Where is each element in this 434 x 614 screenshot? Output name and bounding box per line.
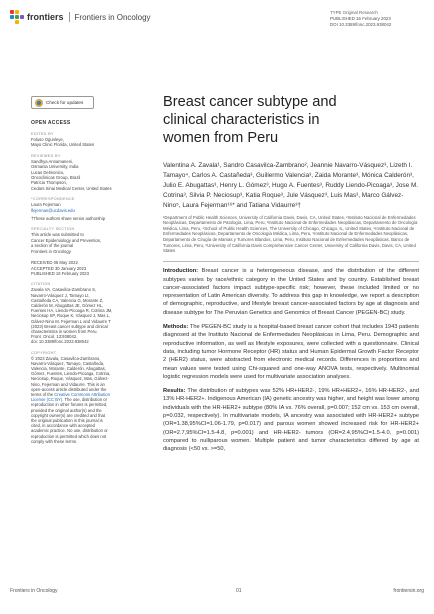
editor-line: Foluso Ogunleye, (31, 137, 64, 142)
correspondent-email[interactable]: lfejerman@ucdavis.edu (31, 207, 75, 213)
abstract-results (163, 387, 419, 453)
cc-license-link-2[interactable]: License (CC BY) (31, 397, 63, 403)
section-divider (163, 261, 419, 262)
copyright-line: cited, in accordance with accepted (31, 423, 96, 429)
article-main (163, 93, 419, 460)
citation-line: characteristics in women from Peru. (31, 328, 98, 334)
reviewer-line: Sandhya Annamaneni, (31, 158, 74, 164)
copyright-line: academic practice. No use, distribution or (31, 428, 108, 434)
reviewer-line: Cedars Sinai Medical Center, United States (31, 185, 112, 191)
citation-line: Gálvez-Nino M, Fejerman L and Vidaurre T (31, 318, 111, 324)
cc-license-link[interactable]: Creative Commons Attribution (54, 391, 110, 397)
specialty-head: SPECIALTY SECTION (31, 227, 75, 232)
copyright-line: © 2023 Zavala, Casavilca-Zambrano, (31, 355, 101, 361)
copyright-line: reproduction in other forums is permitted, (31, 402, 108, 408)
copyright-line: comply with these terms. (31, 438, 78, 444)
specialty-block (31, 227, 121, 254)
reviewer-line: Patricia Thompson, (31, 180, 67, 186)
title-line: clinical characteristics in (163, 112, 320, 128)
methods-text: The PEGEN-BC study is a hospital-based breast cancer cohort that includes 1943 patients diagnosed at the Instituto Nacional de Enfermedades Neoplásicas in Lima, Peru. Demographic and reproductive information, as well as lifestyle exposures, were collected with a questionnaire. Clinical data, including tumor Hormone Receptor (HR) status and Human Epidermal Growth Factor Receptor 2 (HER2) status, were abstracted from electronic medical records. Differences in proportions and mean values were tested using Chi-squared and one-way ANOVA tests, respectively. Multinomial logistic regression models were used for multivariate association analyses. (163, 324, 419, 380)
affiliations: ¹Department of Public Health Sciences, University of California Davis, Davis, CA, United States, ²Instituto Nacional de Enfermedades Neoplásicas, Departamento de Patología, Lima, Peru, ³Instituto Nacional de Enfermedades Neoplásicas, Departamento de Oncología Médica, Lima, Peru, ⁴School of Public Health Sciences, The University of Chicago, Chicago, IL, United States, ⁵Instituto Nacional de Enfermedades Neoplásicas, Departamento de Oncología Médica, Lima, Peru, ⁶Instituto Nacional de Enfermedades Neoplásicas, Departamento de Cirugía de Mamas y Tumores Blandos, Lima, Peru, Instituto Nacional de Enfermedades Neoplásicas, Banco de Tumores, Lima, Peru, ⁶University of California Davis Comprehensive Cancer Center, University of California Davis, Davis, CA, United States (163, 214, 418, 254)
citation-line: Castañeda CA, Valencia G, Morante Z, (31, 297, 104, 303)
accepted-date: ACCEPTED 30 January 2023 (31, 265, 87, 271)
author-list: Valentina A. Zavala¹, Sandro Casavilca-Zambrano², Jeannie Navarro-Vásquez³, Lizeth I. Tamayo⁴, Carlos A. Castañeda³, Guillermo Valencia³, Zaida Morante³, Mónica Calderón³, Julio E. Abugattas³, Henry L. Gómez³, Hugo A. Fuentes³, Ruddy Liendo-Picoaga³, Jose M. Cotrina³, Silvia P. Neciosup³, Katia Roque³, Jule Vásquez³, Luis Mas³, Marco Gálvez-Nino⁵, Laura Fejerman¹⁶* and Tatiana Vidaurre³† (163, 162, 419, 209)
logo-text: frontiers (27, 12, 64, 22)
page-header (10, 10, 424, 34)
intro-text: Breast cancer is a heterogeneous disease, and the distribution of the different subtypes varies by race/ethnic category in the United States and by country. Established breast cancer-associated factors impact subtype-specific risk; however, these included limited or no representation of Latin American diversity. To address this gap in knowledge, we report a description of demographic, reproductive, and lifestyle breast cancer-associated factors by age at diagnosis and disease subtype for The Peruvian Genetics and Genomics of Breast Cancer (PEGEN-BC) study. (163, 268, 419, 316)
reviewed-by-head: REVIEWED BY (31, 153, 61, 158)
title-line: Breast cancer subtype and (163, 94, 337, 110)
abstract-introduction (163, 267, 419, 317)
copyright-line: provided the original author(s) and the (31, 407, 102, 413)
citation-block (31, 282, 121, 344)
results-text: The distribution of subtypes was 52% HR+HER2-, 19% HR+HER2+, 16% HR-HER2-, and 13% HR-HER2+. Indigenous American (IA) genetic ancestry was higher, and height was lower among individuals with the HR-HER2+ subtype (80% IA vs. 76% overall, p=0.007; 152 cm vs. 153 cm overall, p=0.032, respectively). In multivariate models, IA ancestry was associated with HR-HER2+ subtype (OR=1.38,95%CI=1.06-1.79, p=0.017) and parous women showed increased risk for HR-HER2+ (OR=2.7,95%CI=1.5-4.8, p=0.001) and HR-HER2- tumors (OR=2.4,95%CI=1.5-4.0, p=0.001) compared to nulliparous women. Multiple patient and tumor characteristics differed by age at diagnosis (<50 vs. >=50, (163, 388, 419, 453)
citation-line: Front. Oncol. 13:938042. (31, 334, 78, 340)
copyright-line: open-access article distributed under the (31, 386, 107, 392)
header-divider (69, 12, 70, 22)
published-date: PUBLISHED 16 February 2023 (330, 16, 391, 21)
citation-doi[interactable]: doi: 10.3389/fonc.2023.938042 (31, 339, 89, 345)
article-sidebar (31, 96, 121, 444)
frontiers-logo (10, 10, 151, 24)
citation-head: CITATION (31, 282, 51, 287)
copyright-text: terms of the (31, 391, 55, 397)
editor-line: Mayo Clinic Florida, United States (31, 142, 95, 148)
received-date: RECEIVED 05 May 2022 (31, 260, 78, 266)
crossmark-icon (35, 99, 43, 107)
citation-line: Zavala VA, Casavilca-Zambrano S, (31, 287, 97, 293)
article-meta (330, 10, 422, 28)
dates-block (31, 260, 121, 276)
citation-line: Neciosup SP, Roque K, Vásquez J, Mas L, (31, 313, 111, 319)
specialty-line: This article was submitted to (31, 232, 84, 238)
copyright-line: copyright owner(s) are credited and that (31, 412, 106, 418)
correspondent-name: Laura Fejerman (31, 202, 61, 208)
copyright-line: Valencia, Morante, Calderón, Abugattas, (31, 365, 106, 371)
check-updates-button[interactable] (31, 96, 94, 109)
reviewed-by-block (31, 154, 121, 191)
published-date-side: PUBLISHED 16 February 2023 (31, 270, 89, 276)
reviewer-line: Lucas Delmonico, (31, 169, 65, 175)
methods-heading: Methods: (163, 324, 189, 331)
edited-by-block (31, 132, 121, 148)
copyright-line: Navarro-Vásquez, Tamayo, Castañeda, (31, 360, 105, 366)
citation-line: Calderón M, Abugattas JE, Gómez HL, (31, 302, 104, 308)
equal-authorship-block (31, 216, 121, 221)
reviewer-line: Oncoclinicas Group, Brazil (31, 175, 81, 181)
article-type: TYPE Original Research (330, 10, 378, 15)
page-footer (10, 588, 424, 598)
frontiers-logo-icon (10, 10, 24, 24)
reviewer-line: Osmania University, India (31, 164, 79, 170)
citation-line: Fuentes HA, Liendo-Picoaga R, Cotrina JM, (31, 308, 113, 314)
journal-name: Frontiers in Oncology (74, 12, 151, 22)
copyright-line: reproduction is permitted which does not (31, 433, 107, 439)
title-line: women from Peru (163, 130, 279, 146)
intro-heading: Introduction: (163, 268, 199, 275)
citation-line: (2023) Breast cancer subtype and clinical (31, 323, 108, 329)
citation-line: Navarro-Vásquez J, Tamayo LI, (31, 292, 90, 298)
specialty-line: a section of the journal (31, 243, 74, 249)
copyright-line: Gómez, Fuentes, Liendo-Picoaga, Cotrina, (31, 371, 111, 377)
results-heading: Results: (163, 388, 186, 395)
copyright-head: COPYRIGHT (31, 350, 57, 355)
check-updates-label: Check for updates (46, 100, 84, 105)
abstract (163, 267, 419, 453)
open-access-label: OPEN ACCESS (31, 120, 71, 126)
copyright-text: . The use, distribution or (62, 397, 108, 403)
footer-journal: Frontiers in Oncology (10, 588, 58, 594)
copyright-line: Neciosup, Roque, Vásquez, Mas, Gálvez- (31, 376, 109, 382)
article-title (163, 93, 419, 147)
article-doi[interactable]: DOI 10.3389/fonc.2023.938042 (330, 22, 392, 27)
equal-authorship-note: †These authors share senior authorship (31, 216, 106, 222)
copyright-block (31, 351, 121, 444)
page-number: 01 (236, 588, 242, 594)
edited-by-head: EDITED BY (31, 132, 54, 136)
specialty-line: Cancer Epidemiology and Prevention, (31, 237, 102, 243)
abstract-methods (163, 323, 419, 381)
correspondence-head: *CORRESPONDENCE (31, 197, 75, 202)
correspondence-block (31, 197, 121, 213)
footer-url[interactable]: frontiersin.org (393, 588, 424, 594)
specialty-line: Frontiers in Oncology (31, 248, 71, 254)
copyright-line: the original publication in this journal is (31, 417, 103, 423)
copyright-line: Nino, Fejerman and Vidaurre. This is an (31, 381, 105, 387)
